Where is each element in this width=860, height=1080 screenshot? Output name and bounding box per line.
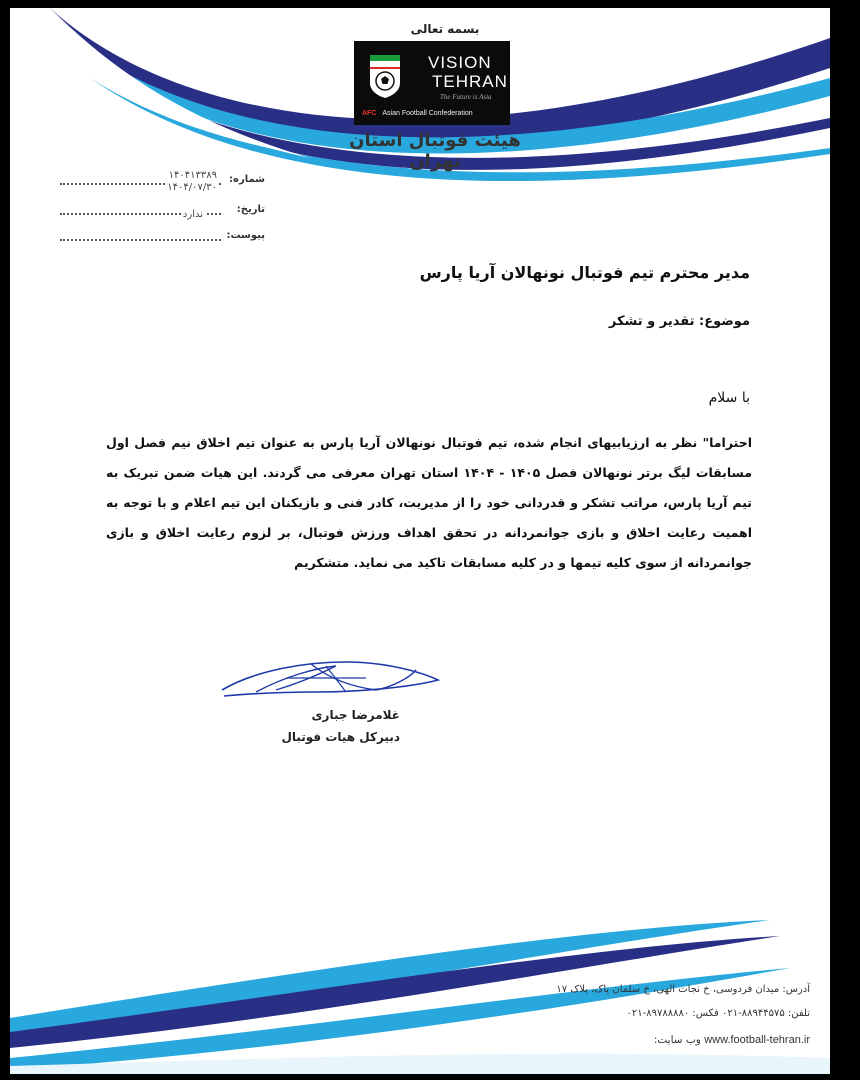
footer-website [550,1034,810,1046]
dotted-line [60,239,221,241]
signatory-title: دبیرکل هیات فوتبال [281,730,400,744]
letter-number-field [60,170,265,193]
letter-page [10,8,830,1074]
addressee: مدیر محترم تیم فوتبال نونهالان آریا پارس [419,263,750,282]
bismillah-heading: بسمه تعالی [410,22,480,36]
footer-address: آدرس: میدان فردوسی، خ نجات الهی، خ سلمان پاک، پلاک ۱۷ [556,984,810,995]
attachment-field [60,230,265,246]
attachment-label: پیوست: [226,230,265,241]
logo-text-line1: VISION [428,53,492,72]
letter-date-field [60,204,265,220]
handwritten-signature [216,656,446,702]
footer-phone-fax: تلفن: ۸۸۹۴۴۵۷۵-۰۲۱ فکس: ۸۹۷۸۸۸۸۰-۰۲۱ [626,1008,810,1019]
website-link[interactable]: www.football-tehran.ir [704,1034,810,1046]
afc-label [362,110,473,117]
number-label: شماره: [229,174,265,185]
greeting: با سلام [708,390,750,406]
organization-name: هیئت فوتبال استان تهران [349,130,521,172]
logo-tagline: The Future is Asia [440,93,492,101]
letter-body: احتراما" نظر به ارزیابیهای انجام شده، تیم فوتبال نونهالان آریا پارس به عنوان تیم اخلاق نیم فصل اول مسابقات لیگ برتر نونهالان فصل ۱۴۰۵ - ۱۴۰۴ استان تهران معرفی می گردند. این هیات ضمن تبریک به تیم آریا پارس، مراتب تشکر و قدردانی خود را از مدیریت، کادر فنی و بازیکنان این تیم اعلام و با توجه به اهمیت رعایت اخلاق و بازی جوانمردانه در تحقق اهداف ورزش فوتبال، بر لزوم رعایت اخلاق و بازی جوانمردانه از سوی کلیه تیمها و در کلیه مسابقات تاکید می نماید. متشکریم [106,435,752,570]
afc-mark: AFC [362,110,377,117]
afc-name: Asian Football Confederation [382,110,473,117]
vision-tehran-logo [354,41,510,125]
number-value: ۱۴۰۴۱۳۳۸۹ [168,170,217,181]
signatory-name: غلامرضا جباری [311,708,400,722]
date-label: تاریخ: [236,204,265,215]
subject-line: موضوع: تقدیر و تشکر [608,314,750,329]
football-emblem-icon [368,53,402,99]
logo-text-line2: TEHRAN [432,72,508,91]
date-value: ۱۴۰۴/۰۷/۳۰ [167,182,217,193]
website-label: وب سایت: [653,1034,701,1046]
date-note: ندارد [182,209,203,220]
